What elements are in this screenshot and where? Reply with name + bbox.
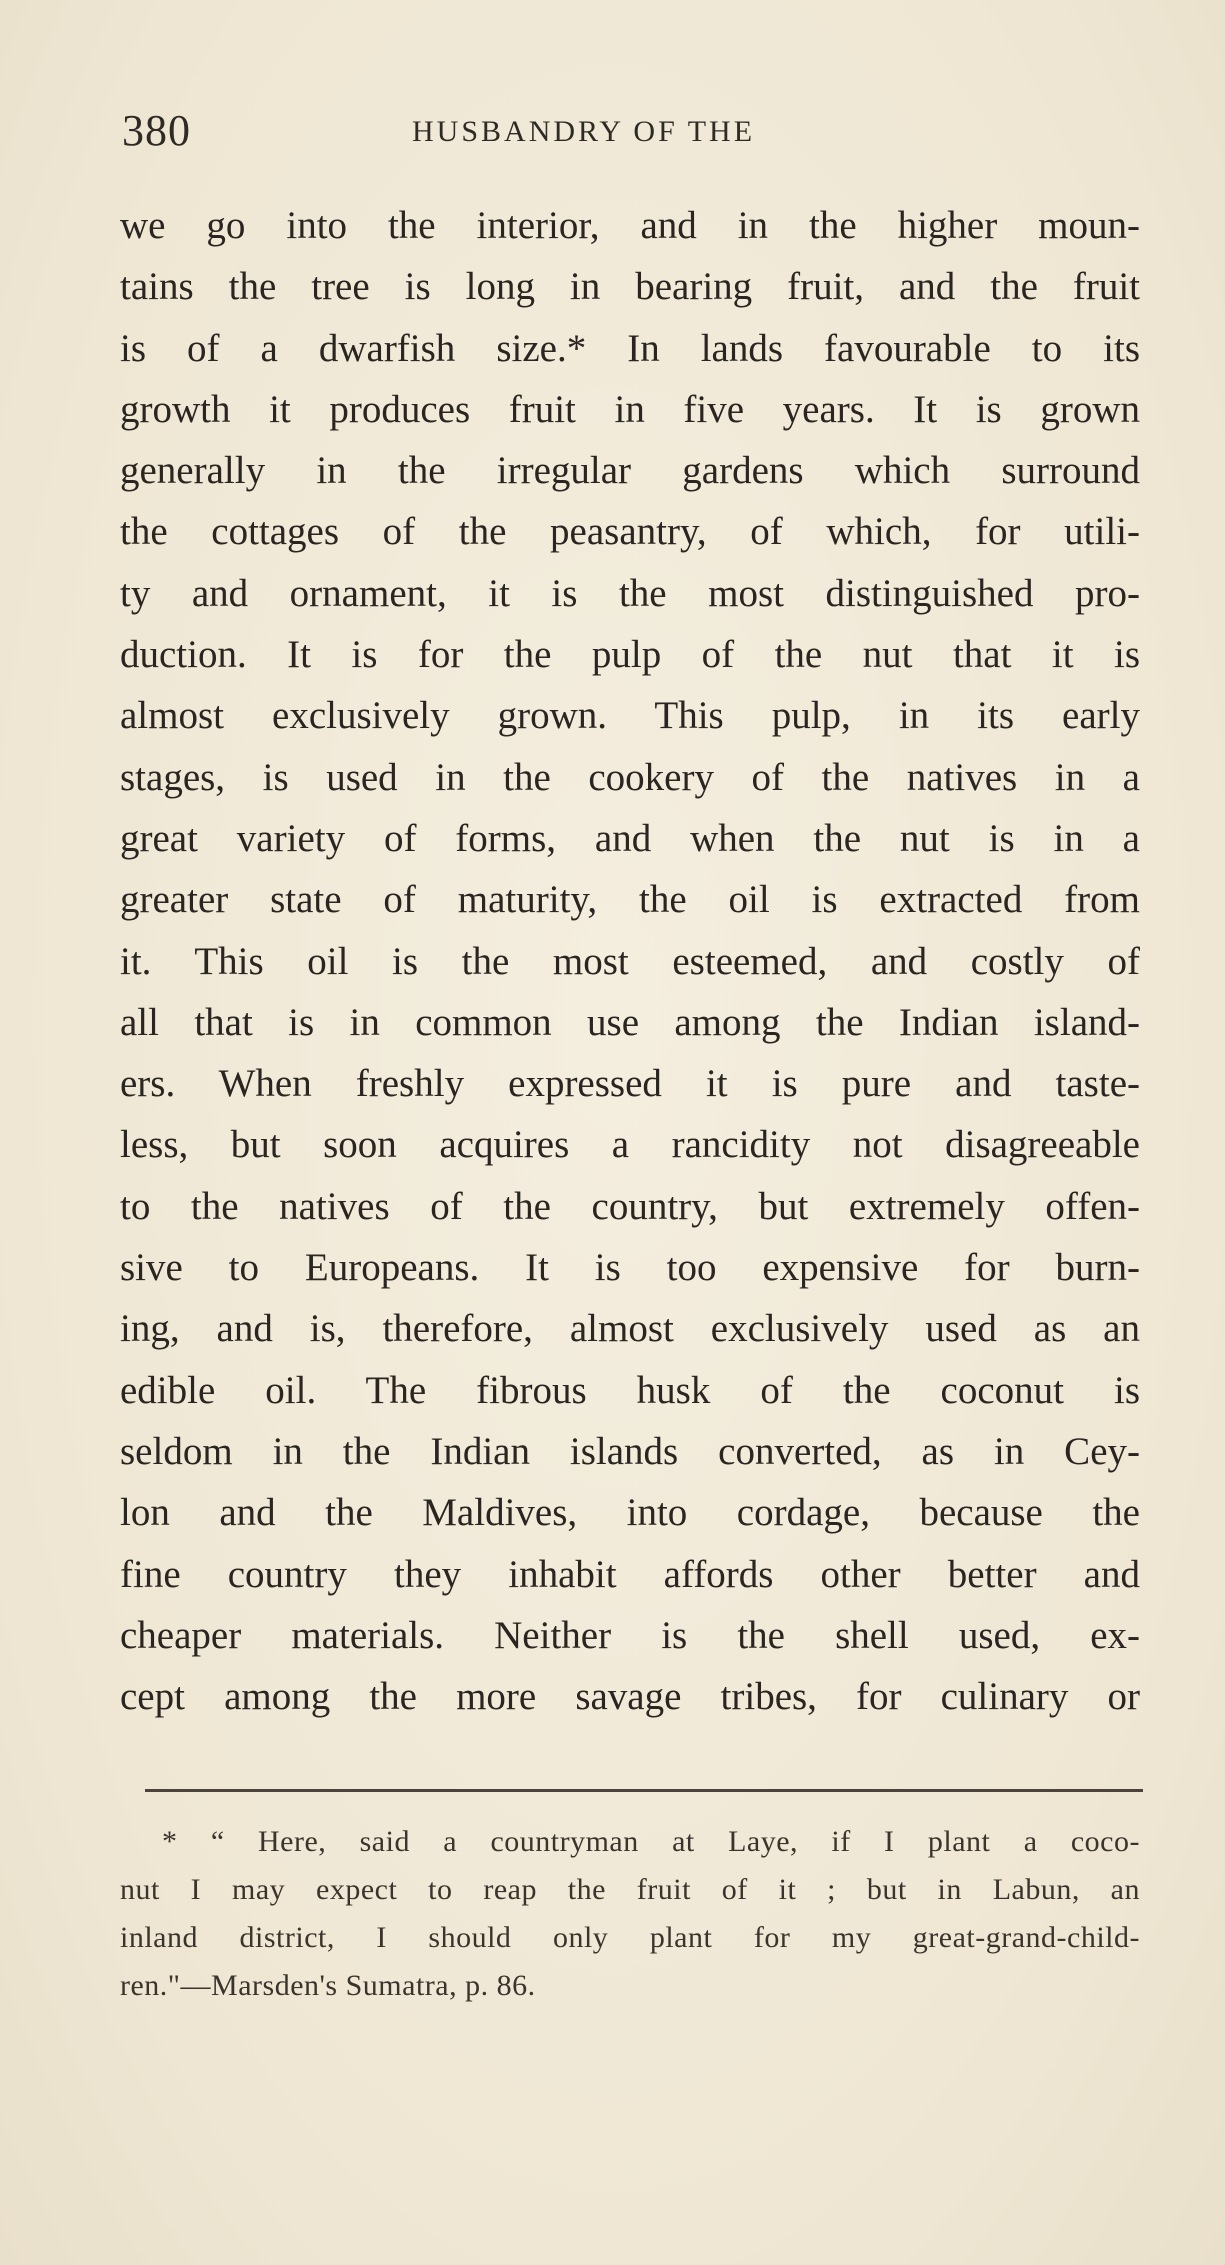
- text-line: generally in the irregular gardens which surround: [120, 449, 1140, 493]
- text-line: all that is in common use among the Indian island-: [120, 1000, 1140, 1044]
- text-line: sive to Europeans. It is too expensive for burn-: [120, 1246, 1140, 1290]
- text-line: lon and the Maldives, into cordage, because the: [120, 1491, 1140, 1535]
- text-line: is of a dwarfish size.* In lands favourable to its: [120, 326, 1140, 370]
- footnote-line: inland district, I should only plant for my great-grand-child-: [120, 1921, 1140, 1954]
- text-line: ty and ornament, it is the most distinguished pro-: [120, 571, 1140, 615]
- text-line: to the natives of the country, but extremely offen-: [120, 1184, 1140, 1228]
- footnote-line: ren."—Marsden's Sumatra, p. 86.: [120, 1969, 536, 2002]
- footnote: [120, 1818, 1140, 2010]
- text-line: the cottages of the peasantry, of which, for utili-: [120, 510, 1140, 554]
- text-line: greater state of maturity, the oil is extracted from: [120, 878, 1140, 922]
- footnote-line: nut I may expect to reap the fruit of it ; but in Labun, an: [120, 1873, 1140, 1906]
- text-line: growth it produces fruit in five years. It is grown: [120, 387, 1140, 431]
- text-line: ing, and is, therefore, almost exclusively used as an: [120, 1307, 1140, 1351]
- text-line: great variety of forms, and when the nut is in a: [120, 816, 1140, 860]
- text-line: less, but soon acquires a rancidity not disagreeable: [120, 1123, 1140, 1167]
- text-line: we go into the interior, and in the higher moun-: [120, 204, 1140, 247]
- page-header: [122, 105, 1122, 165]
- text-line: stages, is used in the cookery of the natives in a: [120, 755, 1140, 799]
- text-line: cheaper materials. Neither is the shell used, ex-: [120, 1613, 1140, 1657]
- text-line: seldom in the Indian islands converted, as in Cey-: [120, 1429, 1140, 1473]
- text-line: edible oil. The fibrous husk of the coconut is: [120, 1368, 1140, 1412]
- text-line: fine country they inhabit affords other better and: [120, 1552, 1140, 1596]
- text-line: ers. When freshly expressed it is pure and taste-: [120, 1062, 1140, 1106]
- page-number: 380: [122, 106, 191, 155]
- text-line: cept among the more savage tribes, for culinary or: [120, 1675, 1140, 1719]
- text-line: it. This oil is the most esteemed, and costly of: [120, 939, 1140, 983]
- text-line: almost exclusively grown. This pulp, in its early: [120, 694, 1140, 738]
- footnote-rule: [145, 1789, 1143, 1792]
- text-line: duction. It is for the pulp of the nut that it is: [120, 633, 1140, 677]
- running-head: HUSBANDRY OF THE: [412, 115, 756, 148]
- body-text: [120, 195, 1140, 1727]
- text-line: tains the tree is long in bearing fruit, and the fruit: [120, 265, 1140, 309]
- footnote-line: * “ Here, said a countryman at Laye, if I plant a coco-: [162, 1825, 1140, 1858]
